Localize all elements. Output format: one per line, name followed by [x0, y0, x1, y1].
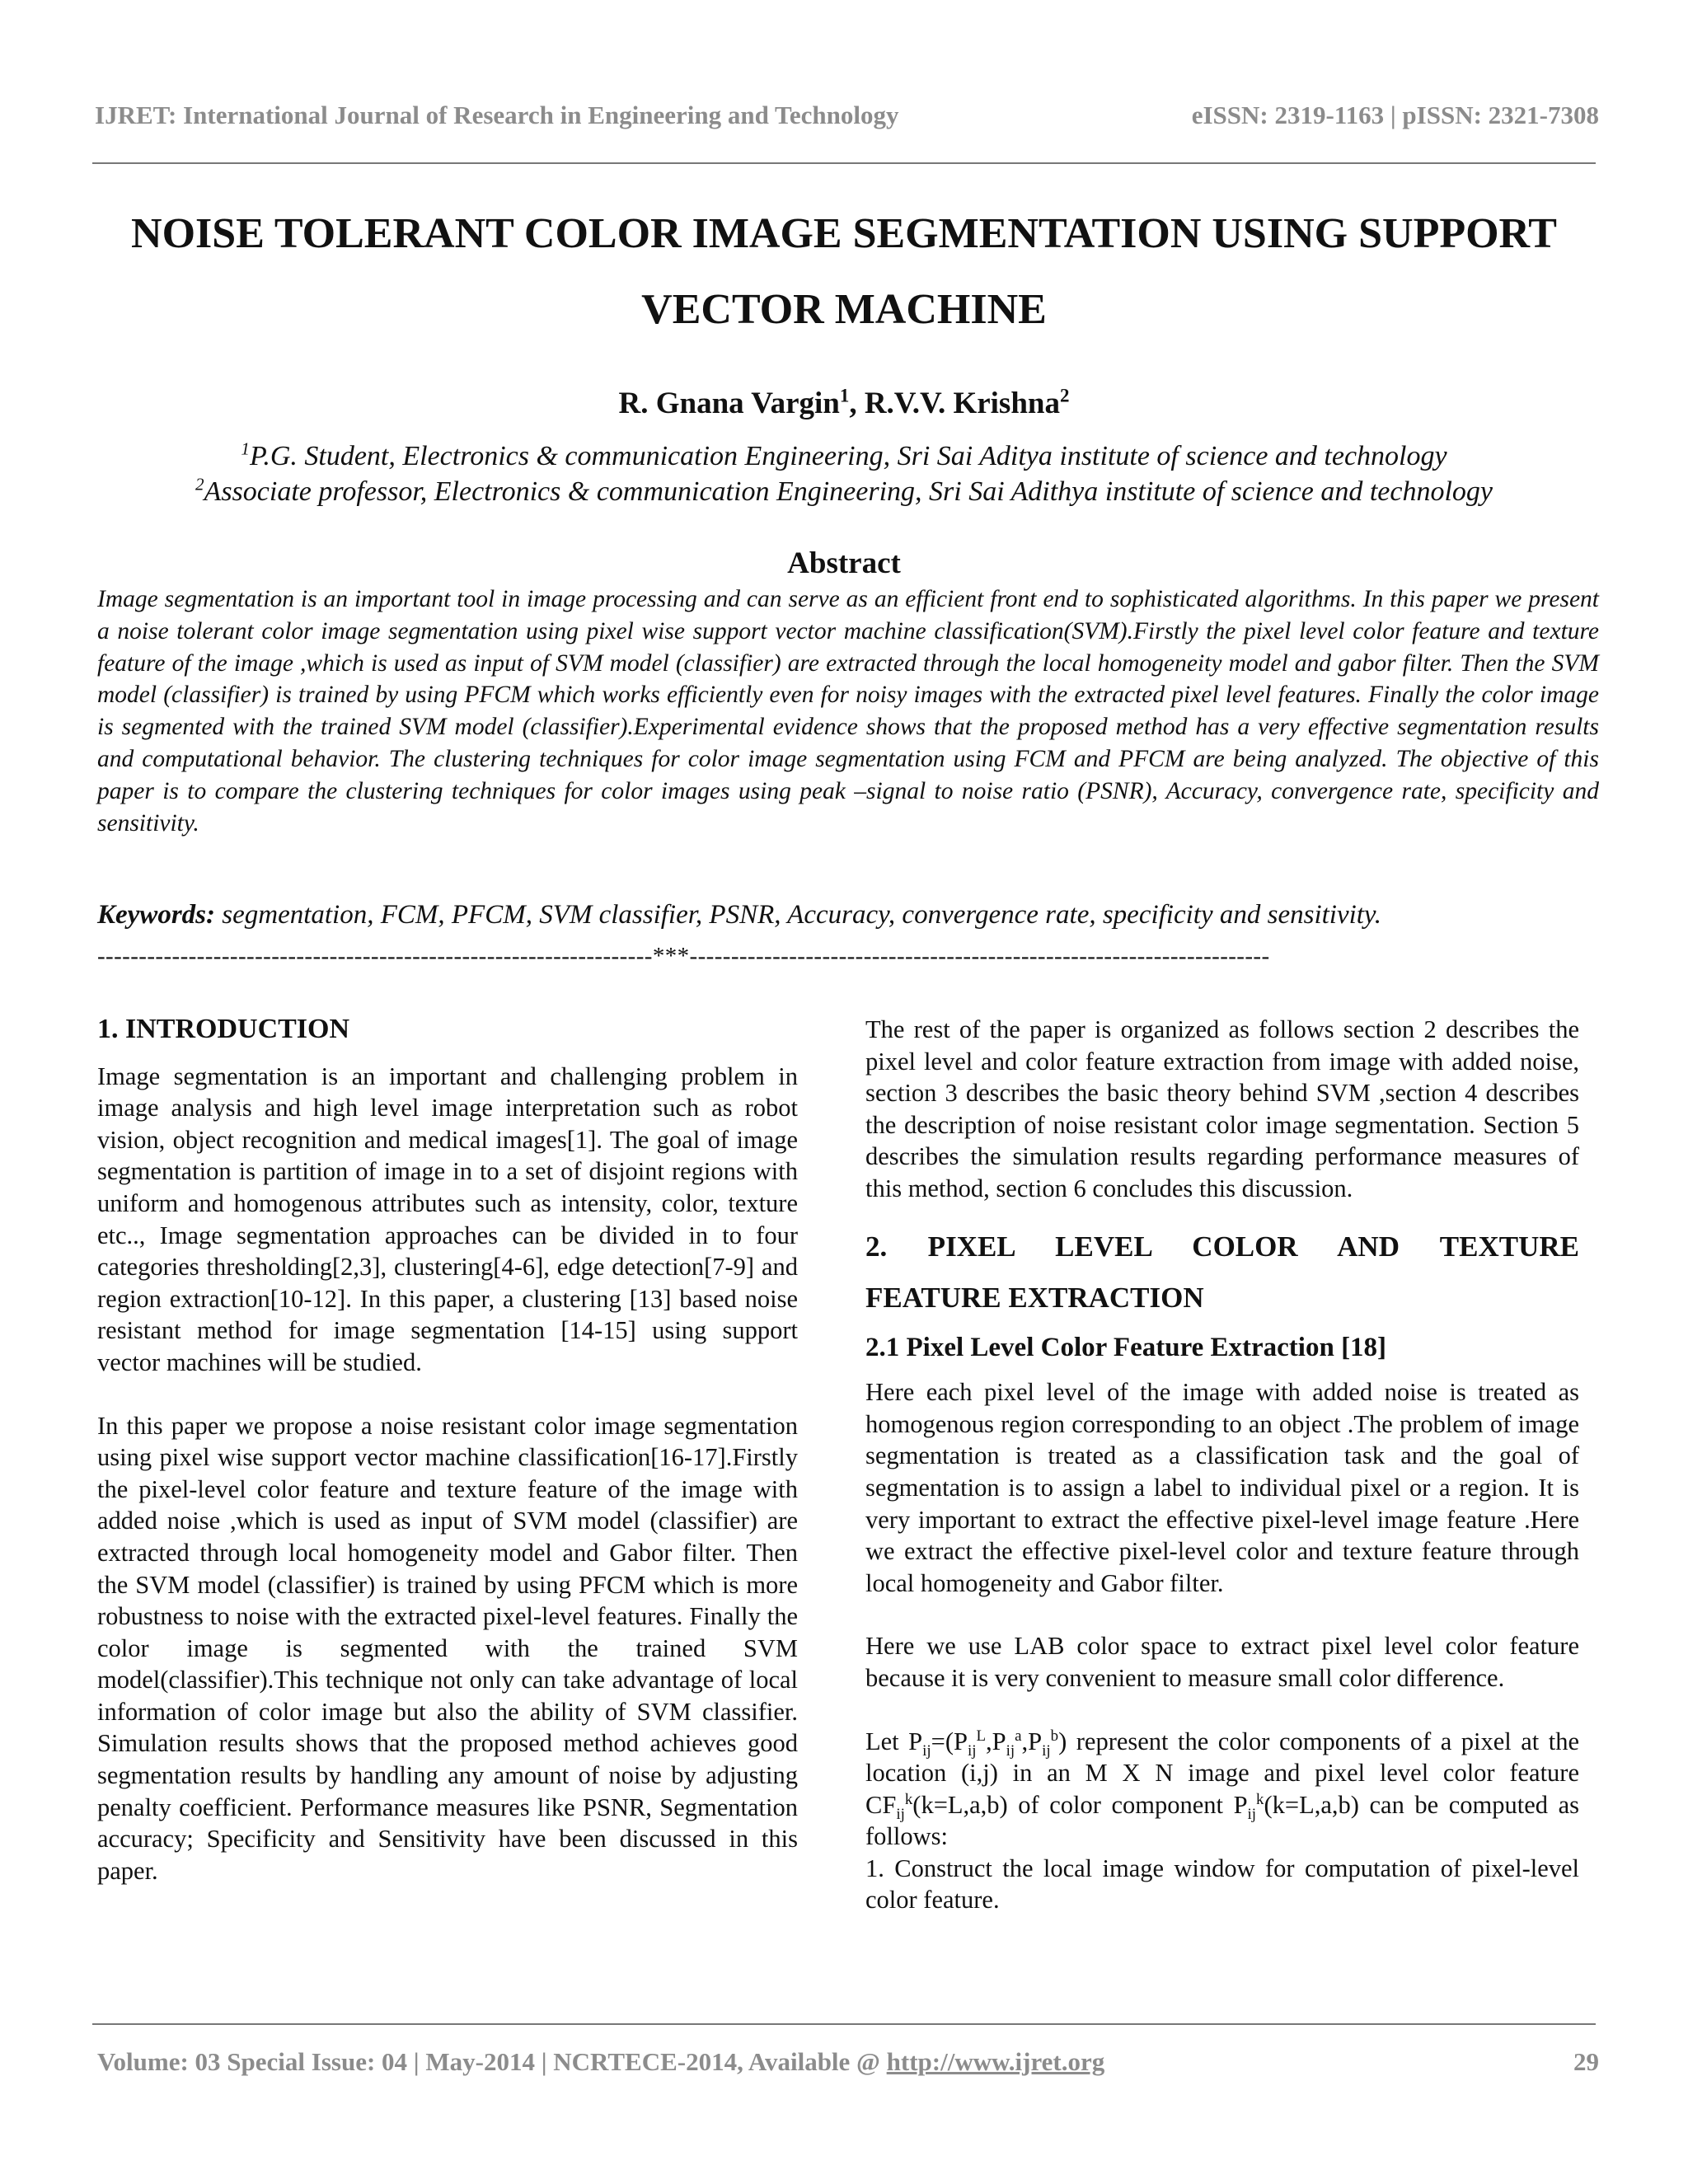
keywords-text: segmentation, FCM, PFCM, SVM classifier, PSNR, Accuracy, convergence rate, specificity and sensitivity.: [215, 900, 1382, 930]
paper-title: [82, 196, 1606, 348]
section2-heading-line-1: 2. PIXEL LEVEL COLOR AND TEXTURE: [865, 1230, 1579, 1263]
right-column: [865, 1014, 1579, 1916]
section2-paragraph-3: [865, 1726, 1579, 1853]
subsection-heading: 2.1 Pixel Level Color Feature Extraction [18]: [865, 1332, 1387, 1362]
eq-sup: b: [1050, 1727, 1059, 1745]
left-column: [97, 1014, 798, 1886]
section2-paragraph-1: Here each pixel level of the image with added noise is treated as homogenous region corresponding to an object .The problem of image segmentation is treated as a classification task and the goal of segmentation is to assign a label to individual pixel or a region. It is very important to extract the effective pixel-level image feature .Here we extract the effective pixel-level color and texture feature through local homogeneity and Gabor filter.: [865, 1378, 1579, 1597]
keywords-label: Keywords:: [97, 900, 215, 930]
eq-text: ,P: [986, 1727, 1006, 1755]
affiliation-1-text: P.G. Student, Electronics & communication Engineering, Sri Sai Aditya institute of science and technology: [249, 441, 1447, 471]
author-2-sup: 2: [1060, 385, 1070, 406]
footer-text: Volume: 03 Special Issue: 04 | May-2014 | NCRTECE-2014, Available @: [97, 2047, 887, 2076]
journal-header: IJRET: International Journal of Research in Engineering and Technology: [95, 101, 899, 129]
eq-text: Let P: [865, 1727, 923, 1755]
author-separator: ,: [849, 387, 865, 420]
authors: [0, 386, 1688, 421]
eq-sup: a: [1015, 1727, 1022, 1745]
section2-paragraph-2: Here we use LAB color space to extract pixel level color feature because it is very convenient to measure small color difference.: [865, 1632, 1579, 1692]
issn-header: eISSN: 2319-1163 | pISSN: 2321-7308: [1191, 101, 1599, 129]
abstract-heading: Abstract: [787, 546, 901, 580]
author-1-sup: 1: [839, 385, 850, 406]
eq-sub: ij: [1247, 1805, 1257, 1823]
step-1: 1. Construct the local image window for computation of pixel-level color feature.: [865, 1854, 1579, 1915]
rest-paragraph: The rest of the paper is organized as follows section 2 describes the pixel level and color feature extraction from image with added noise, section 3 describes the basic theory behind SVM ,section 4 describes the description of noise resistant color image segmentation. Section 5 describes the simulation results regarding performance measures of this method, section 6 concludes this discussion.: [865, 1015, 1579, 1202]
eq-sub: ij: [1006, 1741, 1015, 1760]
eq-sub: ij: [896, 1805, 905, 1823]
author-2: R.V.V. Krishna: [864, 387, 1060, 420]
title-line-1: NOISE TOLERANT COLOR IMAGE SEGMENTATION USING SUPPORT: [131, 210, 1557, 257]
author-1: R. Gnana Vargin: [618, 387, 840, 420]
footer-rule: [92, 2023, 1596, 2025]
intro-heading: 1. INTRODUCTION: [97, 1014, 350, 1044]
title-line-2: VECTOR MACHINE: [641, 286, 1047, 333]
affiliation-2-sup: 2: [195, 474, 204, 494]
eq-sup: k: [904, 1790, 913, 1808]
eq-text: ,P: [1021, 1727, 1043, 1755]
eq-sub: ij: [922, 1741, 931, 1760]
affiliation-1-sup: 1: [241, 438, 250, 459]
intro-paragraph-1: Image segmentation is an important and challenging problem in image analysis and high level image interpretation such as robot vision, object recognition and medical images[1]. The goal of image segmentation is partition of image in to a set of disjoint regions with uniform and homogenous attributes such as intensity, color, texture etc.., Image segmentation approaches can be divided in to four categories thresholding[2,3], clustering[4-6], edge detection[7-9] and region extraction[10-12]. In this paper, a clustering [13] based noise resistant method for image segmentation [14-15] using support vector machines will be studied.: [97, 1062, 798, 1376]
eq-text: (k=L,a,b) can be computed as follows:: [865, 1790, 1579, 1851]
eq-sub: ij: [1042, 1741, 1051, 1760]
header-rule: [92, 162, 1596, 164]
affiliation-1: [0, 438, 1688, 472]
eq-text: (k=L,a,b) of color component P: [912, 1790, 1248, 1819]
eq-text: ) represent the color components of a pixel at the location (i,j) in an M X N image and pixel level color feature CF: [865, 1727, 1580, 1819]
intro-paragraph-2: In this paper we propose a noise resistant color image segmentation using pixel wise support vector machine classification[16-17].Firstly the pixel-level color feature and texture feature of the image with added noise ,which is used as input of SVM model (classifier) are extracted through local homogeneity model and Gabor filter. Then the SVM model (classifier) is trained by using PFCM which is more robustness to noise with the extracted pixel-level features. Finally the color image is segmented with the trained SVM model(classifier).This technique not only can take advantage of local information of color image but also the ability of SVM classifier. Simulation results shows that the proposed method achieves good segmentation results by handling any amount of noise by adjusting penalty coefficient. Performance measures like PSNR, Segmentation accuracy; Specificity and Sensitivity have been discussed in this paper.: [97, 1411, 798, 1885]
affiliation-2: [0, 476, 1688, 508]
keywords: [97, 900, 1599, 930]
section-separator: -------------------------------------------------------------------***----------------------------------------------------------------------: [97, 943, 1270, 969]
eq-text: =(P: [931, 1727, 968, 1755]
footer-link[interactable]: http://www.ijret.org: [886, 2047, 1105, 2076]
eq-sub: ij: [967, 1741, 977, 1760]
section2-heading-line-2: FEATURE EXTRACTION: [865, 1281, 1204, 1314]
affiliation-2-text: Associate professor, Electronics & communication Engineering, Sri Sai Adithya institute of science and technology: [204, 476, 1493, 507]
eq-sup: L: [976, 1727, 987, 1745]
page-number: 29: [1573, 2047, 1599, 2076]
eq-sup: k: [1256, 1790, 1264, 1808]
abstract-text: Image segmentation is an important tool in image processing and can serve as an efficient front end to sophisticated algorithms. In this paper we present a noise tolerant color image segmentation using pixel wise support vector machine classification(SVM).Firstly the pixel level color feature and texture feature of the image ,which is used as input of SVM model (classifier) are extracted through the local homogeneity model and gabor filter. Then the SVM model (classifier) is trained by using PFCM which works efficiently even for noisy images with the extracted pixel level features. Finally the color image is segmented with the trained SVM model (classifier).Experimental evidence shows that the proposed method has a very effective segmentation results and computational behavior. The clustering techniques for color image segmentation using FCM and PFCM are being analyzed. The objective of this paper is to compare the clustering techniques for color images using peak –signal to noise ratio (PSNR), Accuracy, convergence rate, specificity and sensitivity.: [97, 586, 1599, 837]
footer: [97, 2047, 1104, 2077]
